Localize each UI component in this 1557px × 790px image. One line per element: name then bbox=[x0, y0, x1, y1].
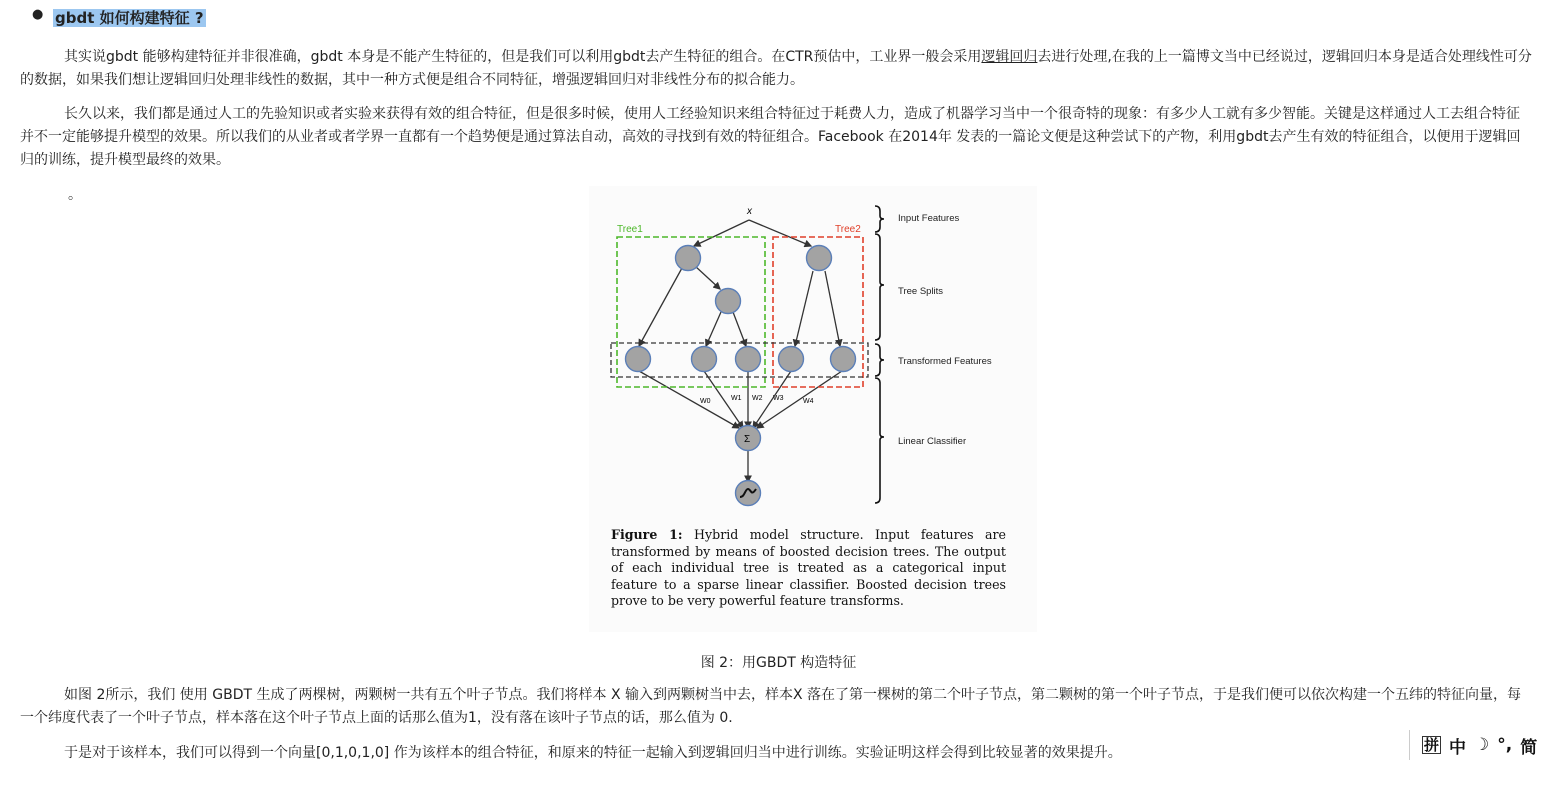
leaf-node-2 bbox=[692, 347, 717, 372]
weight-w3: W3 bbox=[773, 395, 784, 402]
tree2-root-node bbox=[807, 246, 832, 271]
leaf-node-5 bbox=[831, 347, 856, 372]
input-x-label: x bbox=[747, 206, 752, 217]
weight-w0: W0 bbox=[700, 398, 711, 405]
ime-punctuation-toggle[interactable]: °, bbox=[1497, 735, 1513, 755]
leaf-node-3 bbox=[736, 347, 761, 372]
label-linear-classifier: Linear Classifier bbox=[898, 436, 967, 447]
label-transformed-features: Transformed Features bbox=[898, 356, 992, 367]
figure-paper-caption bbox=[611, 527, 1006, 610]
heading-text: gbdt 如何构建特征 ? bbox=[55, 9, 204, 27]
tree1-label: Tree1 bbox=[617, 224, 643, 235]
sigmoid-node bbox=[736, 481, 761, 506]
label-tree-splits: Tree Splits bbox=[898, 286, 944, 297]
label-input-features: Input Features bbox=[898, 213, 960, 224]
hybrid-model-diagram bbox=[589, 186, 1037, 526]
weight-w1: W1 bbox=[731, 395, 742, 402]
section-heading bbox=[33, 7, 206, 28]
tree2-label: Tree2 bbox=[835, 224, 861, 235]
ime-halfwidth-moon-icon[interactable]: ☽ bbox=[1474, 735, 1490, 755]
leaf-node-4 bbox=[779, 347, 804, 372]
brace-labels bbox=[898, 213, 992, 447]
paragraph-1-text-a: 其实说gbdt 能够构建特征并非很准确，gbdt 本身是不能产生特征的，但是我们可以利用gbdt去产生特征的组合。在CTR预估中，工业界一般会采用 bbox=[64, 49, 982, 65]
paragraph-1-text-b: 去进行处理,在我的上一篇博文当中已经说过，逻辑回归本身是适合处理线性可分的数据，如果我们想让逻辑回归处理非线性的数据，其中一种方式便是组合不同特征，增强逻辑回归对非线性分布的拟合能力。 bbox=[20, 49, 1532, 88]
input-edges bbox=[694, 220, 811, 246]
ime-simplified-toggle[interactable]: 简 bbox=[1520, 737, 1538, 758]
ime-chinese-toggle[interactable]: 中 bbox=[1449, 737, 1467, 758]
figure-caption: 图 2：用GBDT 构造特征 bbox=[700, 655, 857, 671]
bullet-icon: ● bbox=[32, 7, 44, 22]
paragraph-2: 长久以来，我们都是通过人工的先验知识或者实验来获得有效的组合特征，但是很多时候，使用人工经验知识来组合特征过于耗费人力，造成了机器学习当中一个很奇特的现象：有多少人工就有多少智能。关键是这样通过人工去组合特征并不一定能够提升模型的效果。所以我们的从业者或者学界一直都有一个趋势便是通过算法自动，高效的寻找到有效的特征组合。Facebook 在2014年 发表的一篇论文便是这种尝试下的产物，利用gbdt去产生有效的特征组合，以便用于逻辑回归的训练，提升模型最终的效果。 bbox=[20, 106, 1521, 168]
figure-image bbox=[589, 186, 1037, 632]
ime-toolbar[interactable] bbox=[1409, 730, 1557, 760]
tree1-inner-node bbox=[716, 289, 741, 314]
ime-pinyin-button[interactable]: 拼 bbox=[1424, 736, 1440, 754]
logistic-regression-link[interactable]: 逻辑回归 bbox=[981, 49, 1038, 65]
weight-w2: W2 bbox=[752, 395, 763, 402]
tree-nodes bbox=[626, 246, 856, 506]
paragraph-3: 如图 2所示，我们 使用 GBDT 生成了两棵树，两颗树一共有五个叶子节点。我们将样本 X 输入到两颗树当中去，样本X 落在了第一棵树的第二个叶子节点，第二颗树的第一个叶子节点，于是我们便可以依次构建一个五纬的特征向量，每一个纬度代表了一个叶子节点，样本落在这个叶子节点上面的话那么值为1，没有落在该叶子节点的话，那么值为 0. bbox=[20, 687, 1522, 726]
leaf-node-1 bbox=[626, 347, 651, 372]
paragraph-4: 于是对于该样本，我们可以得到一个向量[0,1,0,1,0] 作为该样本的组合特征，和原来的特征一起输入到逻辑回归当中进行训练。实验证明这样会得到比较显著的效果提升。 bbox=[64, 745, 1122, 761]
paragraph-dot: 。 bbox=[68, 187, 82, 203]
paragraph-1 bbox=[20, 46, 1532, 92]
figure-caption-label: Figure 1: bbox=[611, 527, 683, 542]
tree1-root-node bbox=[676, 246, 701, 271]
braces bbox=[875, 206, 884, 503]
weight-w4: W4 bbox=[803, 398, 814, 405]
figure-caption-text: Hybrid model structure. Input features are transformed by means of boosted decision trees. The output of each individual tree is treated as a categorical input feature to a sparse linear classifier. Boosted decision trees prove to be very powerful feature transforms. bbox=[611, 527, 1006, 608]
sum-symbol: Σ bbox=[744, 434, 751, 445]
weight-labels bbox=[700, 395, 814, 405]
